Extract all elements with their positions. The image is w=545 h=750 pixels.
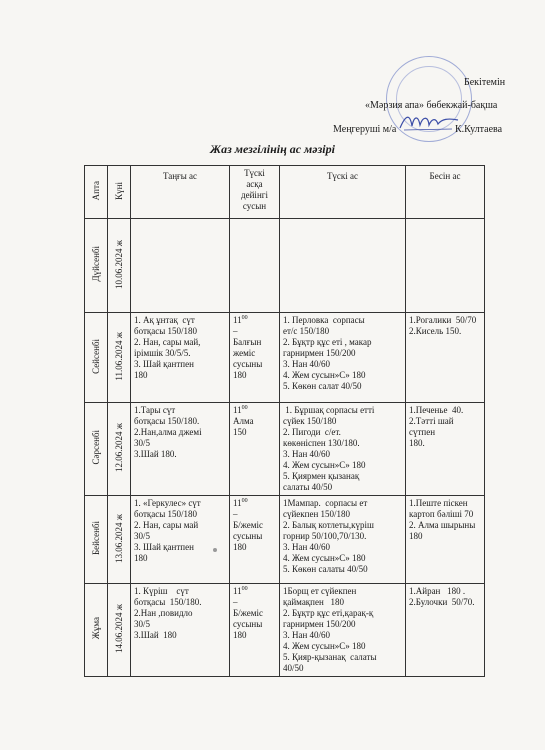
menu-line: 2. Бұқтр құс еті , макар	[283, 337, 372, 347]
menu-line: 30/5	[134, 438, 151, 448]
drink-time: $11^{00}$	[233, 498, 248, 508]
snack-cell	[406, 496, 485, 584]
breakfast-cell	[131, 313, 230, 403]
weekday-cell: Сәрсенбі	[85, 403, 108, 496]
header-snack: Бесін ас	[406, 166, 485, 219]
header-lunch: Түскі ас	[280, 166, 406, 219]
menu-line: Алма	[233, 416, 254, 426]
breakfast-cell	[131, 403, 230, 496]
menu-row	[85, 496, 485, 584]
menu-line: 150	[233, 427, 247, 437]
menu-line: салаты 40/50	[283, 482, 333, 492]
menu-line: –	[233, 509, 238, 519]
date-cell: 10.06.2024 ж	[108, 219, 131, 313]
menu-line: 2. Нан, сары май,	[134, 337, 201, 347]
prelunch-drink-cell	[230, 496, 280, 584]
lunch-cell	[280, 219, 406, 313]
menu-line: 5. Көкөн салат 40/50	[283, 381, 362, 391]
approval-organization: «Мәрзия апа» бөбекжай-бақша	[365, 100, 498, 111]
date-cell: 13.06.2024 ж	[108, 496, 131, 584]
drink-time: $11^{00}$	[233, 405, 248, 415]
menu-line: 30/5	[134, 531, 151, 541]
lunch-cell	[280, 496, 406, 584]
header-day: Күні	[108, 166, 131, 219]
menu-line: жеміс	[233, 348, 256, 358]
menu-line: 1. Перловка сорпасы	[283, 315, 365, 325]
menu-row	[85, 313, 485, 403]
menu-line: қаймақпен 180	[283, 597, 345, 607]
menu-line: –	[233, 597, 238, 607]
header-prelunch-drink: Түскі асқа дейінгі сусын	[230, 166, 280, 219]
menu-line: Б/жеміс	[233, 608, 263, 618]
snack-cell	[406, 584, 485, 677]
menu-line: 1. Бұршақ сорпасы етті	[283, 405, 375, 415]
menu-line: 1. «Геркулес» сүт	[134, 498, 201, 508]
menu-line: 2.Кисель 150.	[409, 326, 462, 336]
document-title: Жаз мезгілінің ас мәзірі	[210, 142, 335, 156]
breakfast-cell	[131, 219, 230, 313]
weekday-cell: Жұма	[85, 584, 108, 677]
breakfast-cell	[131, 496, 230, 584]
menu-line: сүйек 150/180	[283, 416, 337, 426]
date-cell: 11.06.2024 ж	[108, 313, 131, 403]
menu-line: 4. Жем сусын»С» 180	[283, 370, 366, 380]
weekday-cell: Сейсенбі	[85, 313, 108, 403]
menu-line: ботқасы 150/180	[134, 326, 198, 336]
menu-line: 2. Нан, сары май	[134, 520, 199, 530]
menu-line: сусыны	[233, 619, 263, 629]
menu-line: 180	[134, 553, 148, 563]
menu-line: 5. Қиярмен қызанақ	[283, 471, 360, 481]
menu-line: –	[233, 326, 238, 336]
menu-row	[85, 219, 485, 313]
menu-line: сүйекпен 150/180	[283, 509, 351, 519]
menu-line: 1.Пеште піскен	[409, 498, 468, 508]
menu-line: ботқасы 150/180	[134, 509, 198, 519]
prelunch-drink-cell	[230, 219, 280, 313]
menu-line: горнир 50/100,70/130.	[283, 531, 367, 541]
menu-line: 2. Бұқтр құс еті,қарақ-қ	[283, 608, 374, 618]
signature	[398, 110, 460, 134]
header-breakfast: Таңғы ас	[131, 166, 230, 219]
menu-line: картоп бәліші 70	[409, 509, 474, 519]
menu-line: 1. Күріш сүт	[134, 586, 189, 596]
menu-line: Б/жеміс	[233, 520, 263, 530]
menu-line: 2. Балық котлеты,күріш	[283, 520, 374, 530]
menu-line: 3. Нан 40/60	[283, 449, 331, 459]
menu-line: ірімшік 30/5/5.	[134, 348, 191, 358]
menu-line: 5. Қияр-қызанақ салаты	[283, 652, 377, 662]
menu-line: Балғын	[233, 337, 262, 347]
menu-line: сусыны	[233, 359, 263, 369]
menu-line: 1. Ақ ұнтақ сүт	[134, 315, 195, 325]
header-week: Апта	[85, 166, 108, 219]
menu-line: 2. Пигоди с/ет.	[283, 427, 341, 437]
menu-line: көкөніспен 130/180.	[283, 438, 360, 448]
menu-line: 1.Айран 180 .	[409, 586, 466, 596]
menu-line: 2.Булочки 50/70.	[409, 597, 475, 607]
menu-line: 30/5	[134, 619, 151, 629]
menu-line: 180	[233, 542, 247, 552]
menu-line: 2. Алма шырыны	[409, 520, 476, 530]
date-cell: 14.06.2024 ж	[108, 584, 131, 677]
drink-time: $11^{00}$	[233, 586, 248, 596]
menu-line: 5. Көкөн салаты 40/50	[283, 564, 368, 574]
menu-line: 180	[134, 370, 148, 380]
lunch-cell	[280, 403, 406, 496]
scan-dot	[213, 548, 217, 552]
menu-line: 2.Нан ,повидло	[134, 608, 193, 618]
menu-line: 2.Тәтті шай сүтпен	[409, 416, 456, 437]
menu-line: 4. Жем сусын»С» 180	[283, 553, 366, 563]
menu-line: 180	[409, 531, 423, 541]
approval-head-label: Меңгеруші м/а	[333, 124, 397, 135]
lunch-cell	[280, 584, 406, 677]
approval-title: Бекітемін	[464, 77, 506, 88]
weekday-cell: Бейсенбі	[85, 496, 108, 584]
breakfast-cell	[131, 584, 230, 677]
menu-line: гарнирмен 150/200	[283, 619, 356, 629]
menu-line: 180.	[409, 438, 425, 448]
menu-line: гарнирмен 150/200	[283, 348, 356, 358]
menu-row	[85, 584, 485, 677]
prelunch-drink-cell	[230, 584, 280, 677]
date-cell: 12.06.2024 ж	[108, 403, 131, 496]
menu-line: 1.Печенье 40.	[409, 405, 464, 415]
menu-line: 2.Нан,алма джемі	[134, 427, 202, 437]
menu-line: 3.Шай 180	[134, 630, 177, 640]
menu-line: 3. Шай қантпен	[134, 359, 194, 369]
menu-line: 1.Рогалики 50/70	[409, 315, 477, 325]
snack-cell	[406, 219, 485, 313]
prelunch-drink-cell	[230, 403, 280, 496]
weekday-cell: Дүйсенбі	[85, 219, 108, 313]
menu-line: 3.Шай 180.	[134, 449, 177, 459]
menu-line: 4. Жем сусын»С» 180	[283, 460, 366, 470]
menu-line: 3. Нан 40/60	[283, 630, 331, 640]
menu-line: ет/с 150/180	[283, 326, 330, 336]
menu-line: 180	[233, 370, 247, 380]
lunch-cell	[280, 313, 406, 403]
menu-line: 40/50	[283, 663, 304, 673]
menu-table	[84, 165, 485, 677]
drink-time: $11^{00}$	[233, 315, 248, 325]
menu-row	[85, 403, 485, 496]
menu-line: 4. Жем сусын»С» 180	[283, 641, 366, 651]
menu-line: 3. Нан 40/60	[283, 542, 331, 552]
menu-line: ботқасы 150/180.	[134, 597, 202, 607]
approval-head-name: К.Култаева	[455, 124, 503, 135]
menu-line: сусыны	[233, 531, 263, 541]
menu-line: 1Борщ ет сүйекпен	[283, 586, 357, 596]
menu-line: 1Мампар. сорпасы ет	[283, 498, 368, 508]
header-row	[85, 166, 485, 219]
snack-cell	[406, 403, 485, 496]
prelunch-drink-cell	[230, 313, 280, 403]
menu-line: 3. Шай қантпен	[134, 542, 194, 552]
menu-line: 1.Тары сүт	[134, 405, 176, 415]
menu-line: 180	[233, 630, 247, 640]
menu-line: 3. Нан 40/60	[283, 359, 331, 369]
menu-line: ботқасы 150/180.	[134, 416, 200, 426]
snack-cell	[406, 313, 485, 403]
